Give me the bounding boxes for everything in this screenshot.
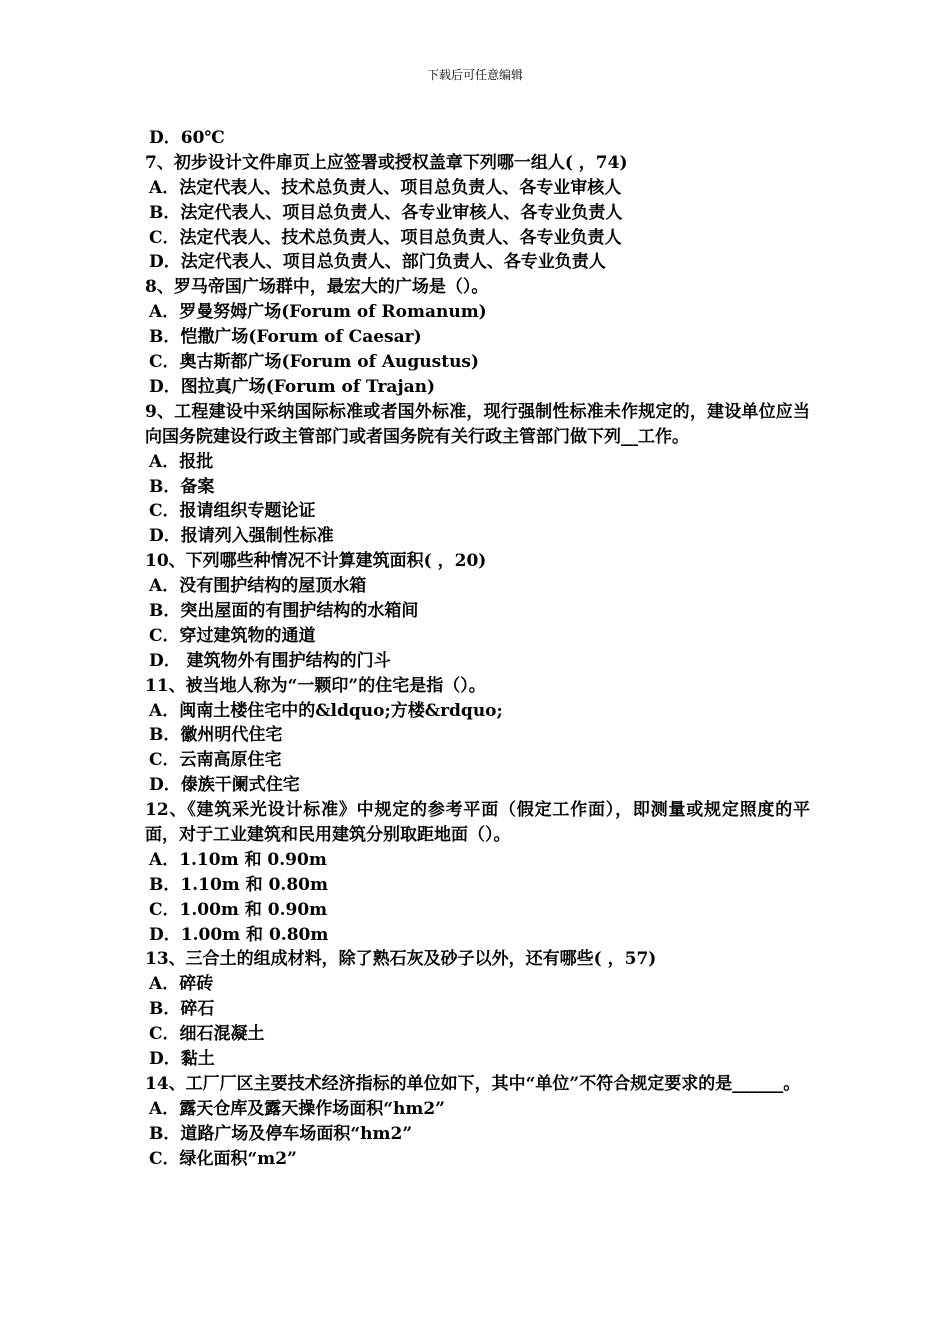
question-text: 8、罗马帝国广场群中，最宏大的广场是（）。	[145, 277, 489, 298]
question-text: 10、下列哪些种情况不计算建筑面积( ，20)	[145, 551, 487, 572]
answer-option: D． 建筑物外有围护结构的门斗	[149, 650, 391, 671]
answer-option: D．法定代表人、项目总负责人、部门负责人、各专业负责人	[149, 252, 606, 273]
answer-option: D．黏土	[149, 1049, 215, 1070]
answer-option: D．60℃	[149, 128, 225, 148]
question-text: 12、《建筑采光设计标准》中规定的参考平面（假定工作面），即测量或规定照度的平面，对于工业建筑和民用建筑分别取距地面（）。	[145, 800, 810, 845]
question-text: 11、被当地人称为“一颗印”的住宅是指（）。	[145, 675, 486, 696]
answer-option: A．法定代表人、技术总负责人、项目总负责人、各专业审核人	[149, 177, 622, 198]
answer-option: C．绿化面积“m2”	[149, 1148, 297, 1169]
answer-option: A．碎砖	[149, 974, 214, 995]
answer-option: C．细石混凝土	[149, 1024, 265, 1045]
answer-option: B．徽州明代住宅	[149, 725, 283, 746]
answer-option: D．1.00m 和 0.80m	[149, 924, 329, 945]
answer-option: C．法定代表人、技术总负责人、项目总负责人、各专业负责人	[149, 227, 622, 248]
answer-option: B．道路广场及停车场面积“hm2”	[149, 1123, 413, 1144]
answer-option: B．备案	[149, 476, 215, 497]
answer-option: B．1.10m 和 0.80m	[149, 874, 328, 895]
answer-option: A．罗曼努姆广场(Forum of Romanum)	[149, 302, 487, 323]
answer-option: B．碎石	[149, 999, 215, 1020]
document-body	[145, 126, 810, 1171]
answer-option: A．露天仓库及露天操作场面积“hm2”	[149, 1098, 445, 1119]
answer-option: C．云南高原住宅	[149, 750, 282, 771]
question-text: 13、三合土的组成材料，除了熟石灰及砂子以外，还有哪些( ，57)	[145, 949, 657, 970]
answer-option: D．傣族干阑式住宅	[149, 775, 300, 796]
answer-option: C．1.00m 和 0.90m	[149, 899, 328, 920]
answer-option: C．报请组织专题论证	[149, 501, 316, 522]
answer-option: C．奥古斯都广场(Forum of Augustus)	[149, 352, 480, 373]
answer-option: D．报请列入强制性标准	[149, 526, 334, 547]
question-text: 9、工程建设中采纳国际标准或者国外标准，现行强制性标准未作规定的，建设单位应当向国务院建设行政主管部门或者国务院有关行政主管部门做下列__工作。	[145, 401, 810, 447]
answer-option: D．图拉真广场(Forum of Trajan)	[149, 376, 436, 397]
answer-option: A．没有围护结构的屋顶水箱	[149, 576, 367, 597]
answer-option: A．1.10m 和 0.90m	[149, 849, 327, 870]
answer-option: A．报批	[149, 451, 214, 472]
page-header: 下载后可任意编辑	[426, 68, 523, 82]
answer-option: A．闽南土楼住宅中的&ldquo;方楼&rdquo;	[149, 700, 503, 721]
answer-option: C．穿过建筑物的通道	[149, 625, 316, 646]
answer-option: B．突出屋面的有围护结构的水箱间	[149, 600, 419, 621]
answer-option: B．恺撒广场(Forum of Caesar)	[149, 327, 422, 348]
question-text: 7、初步设计文件扉页上应签署或授权盖章下列哪一组人( ，74)	[145, 152, 628, 173]
answer-option: B．法定代表人、项目总负责人、各专业审核人、各专业负责人	[149, 202, 623, 223]
question-text: 14、工厂厂区主要技术经济指标的单位如下，其中“单位”不符合规定要求的是______。	[145, 1073, 801, 1094]
